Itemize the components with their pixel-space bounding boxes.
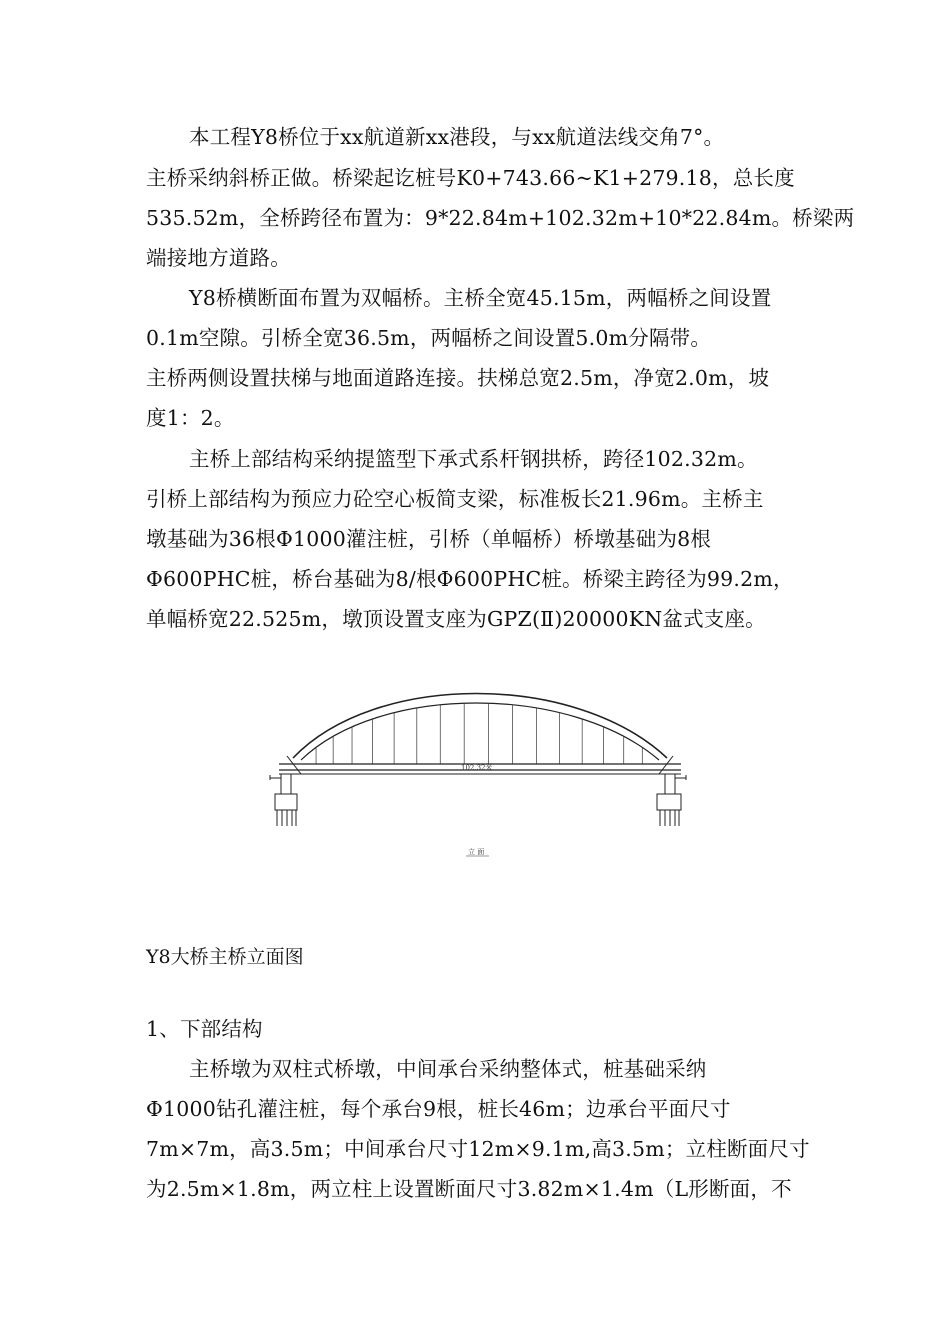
bridge-elevation-figure — [265, 680, 695, 870]
text-line: Φ600PHC桩，桥台基础为8/根Φ600PHC桩。桥梁主跨径为99.2m， — [146, 567, 794, 591]
text-line: Φ1000钻孔灌注桩，每个承台9根，桩长46m；边承台平面尺寸 — [146, 1097, 731, 1121]
text-line: 7m×7m，高3.5m；中间承台尺寸12m×9.1m,高3.5m；立柱断面尺寸 — [146, 1137, 810, 1161]
text-line: 主桥墩为双柱式桥墩，中间承台采纳整体式，桩基础采纳 — [189, 1057, 707, 1081]
span-label: 102.32米 — [461, 764, 493, 772]
text-line: 主桥两侧设置扶梯与地面道路连接。扶梯总宽2.5m，净宽2.0m，坡 — [146, 366, 770, 390]
text-line: 端接地方道路。 — [146, 246, 291, 270]
text-line: 墩基础为36根Φ1000灌注桩，引桥（单幅桥）桥墩基础为8根 — [146, 527, 712, 551]
text-line: 为2.5m×1.8m，两立柱上设置断面尺寸3.82m×1.4m（L形断面，不 — [146, 1177, 792, 1201]
text-line: 主桥上部结构采纳提篮型下承式系杆钢拱桥，跨径102.32m。 — [189, 447, 758, 471]
arch-rib-lower — [301, 703, 659, 760]
text-line: Y8桥横断面布置为双幅桥。主桥全宽45.15m，两幅桥之间设置 — [189, 286, 772, 310]
text-line: 度1：2。 — [146, 406, 235, 430]
section-heading: 1、下部结构 — [146, 1017, 263, 1041]
figure-caption: Y8大桥主桥立面图 — [146, 946, 304, 968]
text-line: 单幅桥宽22.525m，墩顶设置支座为GPZ(Ⅱ)20000KN盆式支座。 — [146, 607, 766, 631]
text-line: 本工程Y8桥位于xx航道新xx港段，与xx航道法线交角7°。 — [189, 125, 725, 149]
text-line: 535.52m，全桥跨径布置为：9*22.84m+102.32m+10*22.84m。桥梁两 — [146, 206, 855, 230]
text-line: 主桥采纳斜桥正做。桥梁起讫桩号K0+743.66~K1+279.18，总长度 — [146, 166, 795, 190]
view-label: 立 面 — [468, 848, 485, 856]
text-line: 引桥上部结构为预应力砼空心板简支梁，标准板长21.96m。主桥主 — [146, 487, 764, 511]
text-line: 0.1m空隙。引桥全宽36.5m，两幅桥之间设置5.0m分隔带。 — [146, 326, 712, 350]
